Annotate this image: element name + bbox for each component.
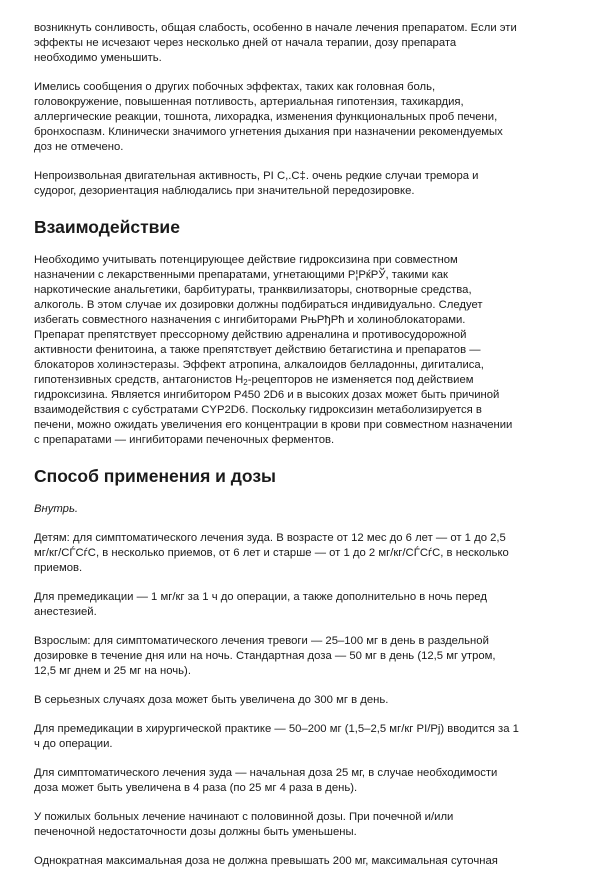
text-line: избегать совместного назначения с ингибиторами РњРђРћ и холиноблокаторами. xyxy=(34,314,466,326)
text-line: алкоголь. В этом случае их дозировки должны подбираться индивидуально. Следует xyxy=(34,299,483,311)
text-line: Детям: для симптоматического лечения зуда. В возрасте от 12 мес до 6 лет — от 1 до 2,5 xyxy=(34,532,506,544)
text-line: 12,5 мг днем и 25 мг на ночь). xyxy=(34,665,191,677)
text-line: активности фенитоина, а также препятствует действию бетагистина и препаратов — xyxy=(34,344,481,356)
subscript: 2 xyxy=(243,378,248,387)
side-effects-paragraph-2 xyxy=(34,80,562,155)
text-line: приемов. xyxy=(34,562,83,574)
text-line: ч до операции. xyxy=(34,738,113,750)
text-line: доза может быть увеличена в 4 раза (по 25 мг 4 раза в день). xyxy=(34,782,358,794)
text-line: с препаратами — ингибиторами печеночных ферментов. xyxy=(34,434,335,446)
text-fragment: -рецепторов не изменяется под действием xyxy=(247,374,474,386)
text-line: У пожилых больных лечение начинают с половинной дозы. При почечной и/или xyxy=(34,811,454,823)
text-line-with-subscript xyxy=(34,373,562,388)
text-line: Для премедикации — 1 мг/кг за 1 ч до операции, а также дополнительно в ночь перед xyxy=(34,591,487,603)
text-line: анестезией. xyxy=(34,606,97,618)
text-line: эффекты не исчезают через несколько дней от начала терапии, дозу препарата xyxy=(34,37,457,49)
text-line: Для симптоматического лечения зуда — начальная доза 25 мг, в случае необходимости xyxy=(34,767,498,779)
text-line: Однократная максимальная доза не должна превышать 200 мг, максимальная суточная xyxy=(34,855,498,867)
text-line: наркотические анальгетики, барбитураты, транквилизаторы, снотворные средства, xyxy=(34,284,472,296)
dosage-paragraph-premedication-children xyxy=(34,590,562,620)
text-line: судорог, дезориентация наблюдались при значительной передозировке. xyxy=(34,185,415,197)
dosage-route: Внутрь. xyxy=(34,503,79,515)
text-line: Непроизвольная двигательная активность, РI С,.С‡. очень редкие случаи тремора и xyxy=(34,170,479,182)
text-line: блокаторов холинэстеразы. Эффект атропина, алкалоидов белладонны, дигиталиса, xyxy=(34,359,484,371)
text-line: дозировке в течение дня или на ночь. Стандартная доза — 50 мг в день (12,5 мг утром, xyxy=(34,650,496,662)
text-line: доз не отмечено. xyxy=(34,141,124,153)
text-line: печени, можно ожидать увеличения его концентрации в крови при совместном назначении xyxy=(34,419,513,431)
text-line: печеночной недостаточности дозы должны быть уменьшены. xyxy=(34,826,357,838)
text-line: головокружение, повышенная потливость, артериальная гипотензия, тахикардия, xyxy=(34,96,464,108)
text-line: бронхоспазм. Клинически значимого угнетения дыхания при назначении рекомендуемых xyxy=(34,126,503,138)
text-line: Имелись сообщения о других побочных эффектах, таких как головная боль, xyxy=(34,81,436,93)
interaction-paragraph xyxy=(34,253,562,448)
dosage-paragraph-children xyxy=(34,531,562,576)
text-line: Необходимо учитывать потенцирующее действие гидроксизина при совместном xyxy=(34,254,458,266)
text-fragment: гипотензивных средств, антагонистов Н xyxy=(34,374,244,386)
text-line: В серьезных случаях доза может быть увеличена до 300 мг в день. xyxy=(34,694,389,706)
text-line: взаимодействия с субстратами CYP2D6. Поскольку гидроксизин метаболизируется в xyxy=(34,404,482,416)
text-line: Взрослым: для симптоматического лечения тревоги — 25–100 мг в день в раздельной xyxy=(34,635,489,647)
text-line: возникнуть сонливость, общая слабость, особенно в начале лечения препаратом. Если эти xyxy=(34,22,517,34)
interaction-heading: Взаимодействие xyxy=(34,217,180,237)
text-line: назначении с лекарственными препаратами, угнетающими Р¦РќРЎ, такими как xyxy=(34,269,448,281)
document-page xyxy=(34,21,562,883)
dosage-paragraph-itch xyxy=(34,766,562,796)
dosage-paragraph-severe xyxy=(34,693,562,708)
text-line: аллергические реакции, тошнота, лихорадка, изменения функциональных проб печени, xyxy=(34,111,498,123)
dosage-paragraph-surgical xyxy=(34,722,562,752)
dosage-paragraph-max-dose xyxy=(34,854,562,869)
dosage-paragraph-adults xyxy=(34,634,562,679)
side-effects-paragraph-3 xyxy=(34,169,562,199)
side-effects-paragraph-1 xyxy=(34,21,562,66)
dosage-heading: Способ применения и дозы xyxy=(34,466,276,486)
text-line: гидроксизина. Является ингибитором Р450 2D6 и в высоких дозах может быть причиной xyxy=(34,389,500,401)
text-line: Препарат препятствует прессорному действию адреналина и противосудорожной xyxy=(34,329,467,341)
text-line: Для премедикации в хирургической практике — 50–200 мг (1,5–2,5 мг/кг РІ/Рј) вводится за 1 xyxy=(34,723,519,735)
text-line: мг/кг/СЃСѓС, в несколько приемов, от 6 лет и старше — от 1 до 2 мг/кг/СЃСѓС, в несколько xyxy=(34,547,509,559)
dosage-paragraph-elderly xyxy=(34,810,562,840)
text-line: необходимо уменьшить. xyxy=(34,52,162,64)
